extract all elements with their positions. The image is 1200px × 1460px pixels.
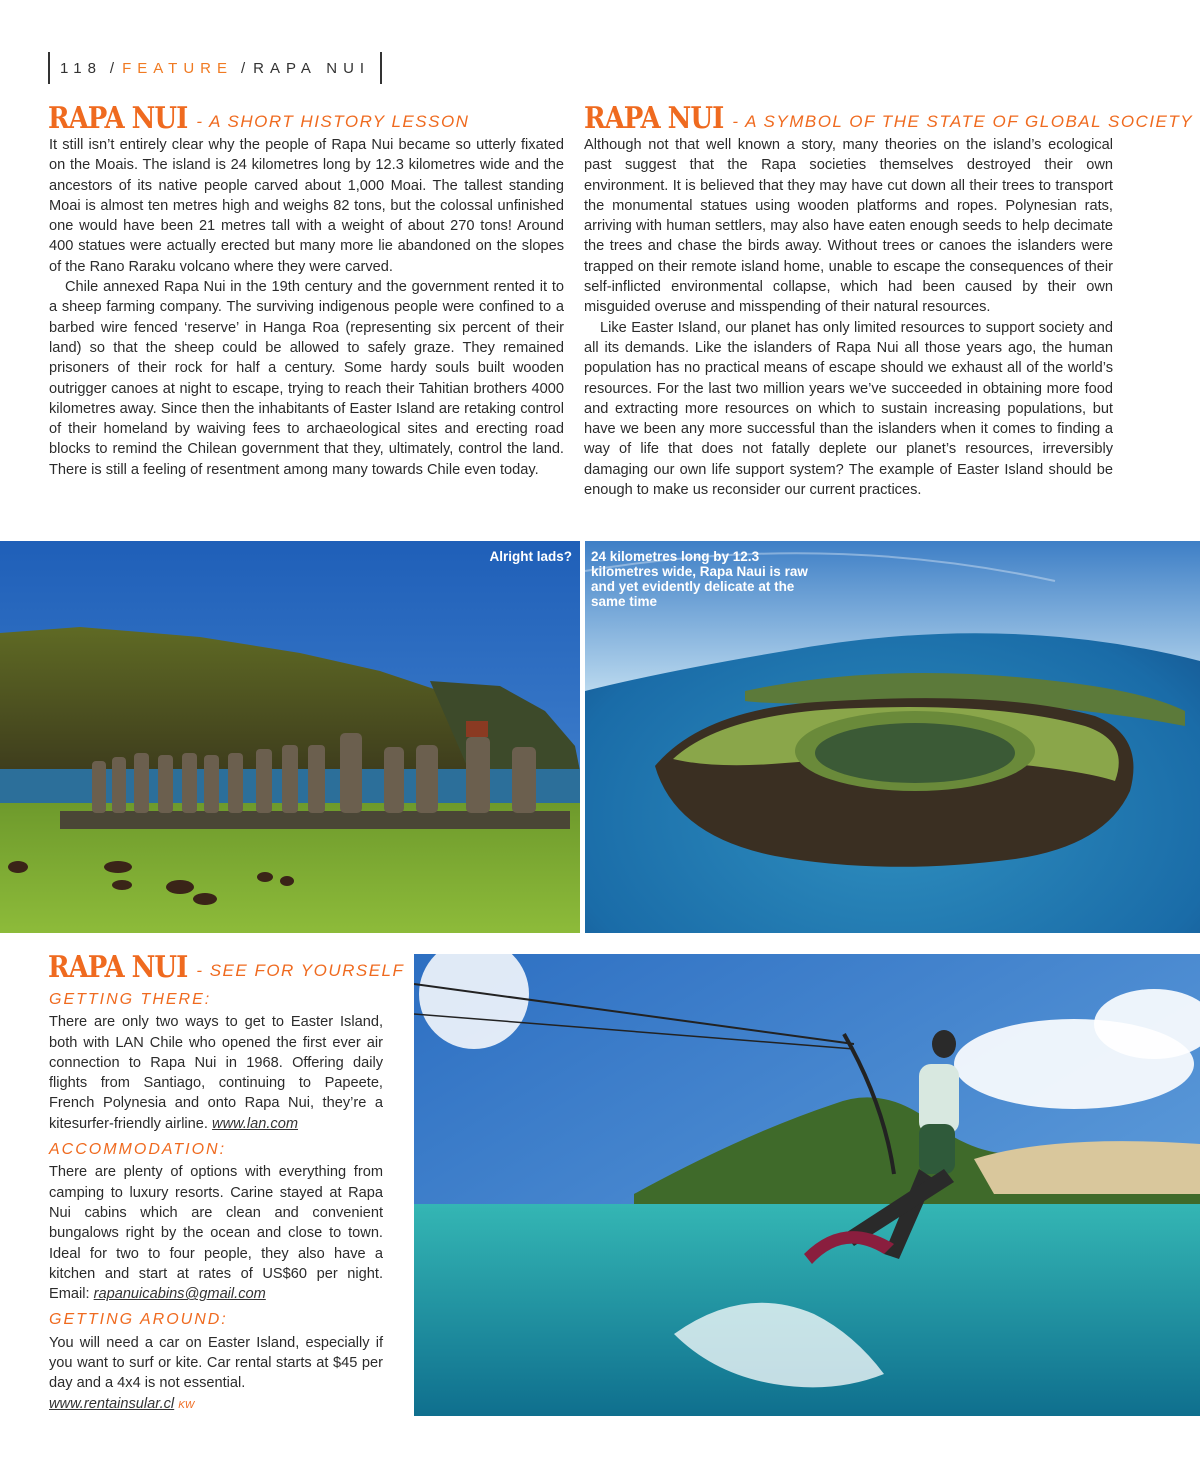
moai-landscape-image — [0, 541, 580, 933]
rental-link[interactable]: www.rentainsular.cl — [49, 1395, 175, 1412]
getting-around-text: You will need a car on Easter Island, especially if you want to surf or kite. Car rental starts at $45 per day and a 4x4 is not essential. www.rentainsular.cl KW — [49, 1334, 383, 1412]
travel-info-column — [49, 990, 383, 1416]
history-heading-brand: RAPA NUI — [48, 101, 188, 137]
accommodation-text: There are plenty of options with everything from camping to luxury resorts. Carine stayed at Rapa Nui cabins which are clean and convenient bungalows right by the ocean and close to town. Ideal for two to four people, they also have a kitchen and start at rates of US$60 per night. Email: rapanuicabins@gmail.com — [49, 1164, 383, 1303]
page-number: 118 — [60, 59, 102, 77]
history-heading — [48, 101, 470, 137]
moai-caption: Alright lads? — [489, 549, 572, 564]
history-heading-subtitle: - A SHORT HISTORY LESSON — [196, 112, 470, 131]
moai-photo — [0, 541, 580, 933]
author-initials: KW — [178, 1399, 195, 1411]
history-paragraph-1: It still isn’t entirely clear why the people of Rapa Nui became so utterly fixated on the Moais. The island is 24 kilometres long by 12.3 kilometres wide and the ancestors of its native people carved about 1,000 Moai. The tallest standing Moai is almost ten metres high and weighs 82 tons, but the colossal unfinished one would have been 21 metres tall with a weight of about 270 tons! Around 400 statues were actually erected but many more lie abandoned on the slopes of the Rano Raraku volcano where they were carved. — [49, 137, 564, 275]
history-paragraph-2: Chile annexed Rapa Nui in the 19th century and the government rented it to a sheep farming company. The surviving indigenous people were confined to a barbed wire fenced ‘reserve’ in Hanga Roa (representing six percent of their land) so that the sheep could be allowed to safely graze. They remained prisoners of their rock for half a century. Some hardy souls built wooden outrigger canoes at night to escape, trying to reach their Tahitian brothers 4000 kilometres away. Since then the inhabitants of Easter Island are retaking control of their homeland by waiving fees to archaeological sites and erecting road blocks to remind the Chilean government that they, ultimately, control the land. There is still a feeling of resentment among many towards Chile even today. — [49, 279, 564, 478]
society-paragraph-2: Like Easter Island, our planet has only limited resources to support society and all its demands. Like the islanders of Rapa Nui all those years ago, the human population has no practical means of escape should we exhaust all of the world’s resources. For the last two million years we’ve succeeded in obtaining more food and extracting more resources on which to sustain increasing populations, but have we been any more successful than the islanders when it comes to finding a way of life that does not fatally deplete our planet’s resources, irreversibly damaging our own life support system? The example of Easter Island should be enough to make us reconsider our current practices. — [584, 319, 1113, 499]
getting-around-heading: GETTING AROUND: — [49, 1311, 228, 1329]
society-heading — [584, 101, 1194, 137]
society-heading-brand: RAPA NUI — [584, 101, 724, 137]
page-folio: 118 / FEATURE / RAPA NUI — [48, 52, 382, 84]
crater-photo — [585, 541, 1200, 933]
getting-there-text: There are only two ways to get to Easter Island, both with LAN Chile who opened the first ever air connection to Rapa Nui in 1968. Offering daily flights from Santiago, continuing to Papeete, French Polynesia and onto Rapa Nui, they’re a kitesurfer-friendly airline. www.lan.com — [49, 1014, 383, 1132]
accommodation-heading: ACCOMMODATION: — [49, 1141, 227, 1159]
topic-label: RAPA NUI — [253, 59, 371, 77]
getting-there-heading: GETTING THERE: — [49, 991, 212, 1008]
cabins-email-link[interactable]: rapanuicabins@gmail.com — [93, 1286, 266, 1303]
visit-heading — [48, 950, 405, 986]
kitesurfer-photo — [414, 954, 1200, 1416]
society-paragraph-1: Although not that well known a story, many theories on the island’s ecological past suggest that the Rapa societies themselves destroyed their own environment. It is believed that they may have cut down all their trees to transport the monumental statues using wooden platforms and ropes. Polynesian rats, arriving with human settlers, may also have eaten enough seeds to help decimate the trees and chase the birds away. Without trees or canoes the islanders were trapped on their remote island home, unable to escape the consequences of their self-inflicted environmental collapse, which had been caused by their own misguided overuse and misspending of their natural resources. — [584, 137, 1113, 316]
society-column — [584, 135, 1113, 500]
history-column — [49, 135, 564, 480]
kitesurfer-image — [414, 954, 1200, 1416]
society-heading-subtitle: - A SYMBOL OF THE STATE OF GLOBAL SOCIETY — [732, 112, 1194, 131]
visit-heading-subtitle: - SEE FOR YOURSELF — [196, 961, 405, 980]
visit-heading-brand: RAPA NUI — [48, 950, 188, 986]
lan-link[interactable]: www.lan.com — [212, 1115, 298, 1132]
crater-caption: 24 kilometres long by 12.3 kilometres wide, Rapa Naui is raw and yet evidently delicate at the same time — [591, 549, 808, 609]
section-label: FEATURE — [122, 59, 233, 77]
